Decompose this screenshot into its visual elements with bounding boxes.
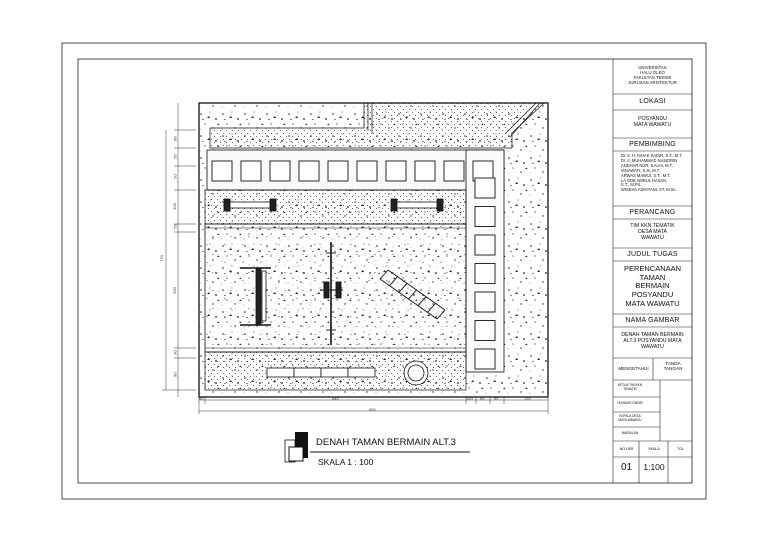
stepping-stone <box>475 321 495 341</box>
dim-bottom-3: 100 <box>466 396 473 401</box>
designer-value: TIM KKN TEMATIK DESA MATA WAWATU <box>630 223 675 241</box>
dim-left-5: 50 <box>172 224 178 229</box>
stepping-stone <box>444 161 464 181</box>
supervisor-list: Dr. Ir. H. ISHAK KADIR, S.T., M.T. Dr. Ir. MUHAMMAD NASIDRIN ANDHAR NUR, S.Kom, M.T. ISNAWATI, S.Si, M.T. ARWAS MAWIJI, S.T., M.T. LA ODE AMRUL HASAN, S.T., M.Pd. WISEHA ADHIYANI, ST, M.Sc. <box>621 154 683 193</box>
location-label: LOKASI <box>639 98 666 105</box>
stepping-stone <box>212 161 232 181</box>
approver-4: MARDILAN <box>621 431 639 435</box>
dim-left-total: 770 <box>158 255 164 262</box>
task-value: PERENCANAAN TAMAN BERMAIN POSYANDU MATA WAWATU <box>623 264 682 308</box>
stepping-stone <box>475 349 495 369</box>
dim-left-1: 80 <box>172 136 178 141</box>
approver-3: KEPALA DESA MATA WAWATU <box>618 414 642 422</box>
institution-block: UNIVERSITAS HALU OLEO FAKULTAS TEKNIK JURUSAN ARSITEKTUR <box>628 65 677 85</box>
approver-2: HUSNIAR EMDIR <box>617 401 643 405</box>
supervisor-label: PEMBIMBING <box>629 141 676 148</box>
dim-left-6: 330 <box>171 287 177 294</box>
stepping-stone <box>475 264 495 284</box>
stepping-stone <box>475 292 495 312</box>
date-label: TGL <box>677 447 684 451</box>
drawing-label: NAMA GAMBAR <box>625 317 680 324</box>
play-field <box>205 224 466 352</box>
scale-value: 1:100 <box>643 462 665 472</box>
stepping-stone <box>328 161 348 181</box>
stepping-stone <box>241 161 261 181</box>
drawing-value: DENAH TAMAN BERMAIN ALT.3 POSYANDU MATA WAWATU <box>621 332 684 350</box>
dim-bottom-total: 900 <box>369 407 376 412</box>
sheet-number: 01 <box>620 462 633 473</box>
dim-left-3: 50 <box>172 174 178 179</box>
dim-left-4: 100 <box>171 203 177 210</box>
stepping-stone <box>475 178 495 198</box>
stepping-stone <box>299 161 319 181</box>
dim-bottom-6: 120 <box>524 396 531 401</box>
dim-bottom-2: 640 <box>332 396 339 401</box>
stepping-stone <box>270 161 290 181</box>
garden-floor-plan <box>199 103 548 397</box>
location-value: POSYANDU MATA WAWATU <box>633 116 672 128</box>
dim-left-8: 80 <box>172 372 178 377</box>
scale-label: SKALA <box>648 447 660 451</box>
dim-bottom-5: 50 <box>494 396 499 401</box>
approver-1: KETUA TIM KKN TEMATIK <box>617 383 643 391</box>
stepping-stone <box>415 161 435 181</box>
sheet-number-label: NO.LBR <box>619 447 634 451</box>
dim-left-7: 30 <box>172 350 178 355</box>
designer-label: PERANCANG <box>629 209 676 216</box>
dim-left-2: 50 <box>172 154 178 159</box>
stepping-stone <box>357 161 377 181</box>
drawing-scale: SKALA 1 : 100 <box>318 457 374 467</box>
drawing-title: DENAH TAMAN BERMAIN ALT.3 <box>316 437 456 448</box>
stepping-stone <box>475 235 495 255</box>
approve-label: MENGETAHUI <box>618 366 649 371</box>
sign-label: TANDA TANGAN <box>663 361 683 372</box>
dim-bottom-4: 50 <box>480 396 485 401</box>
dim-bottom-1: 60 <box>199 396 204 401</box>
task-label: JUDUL TUGAS <box>627 251 678 258</box>
stepping-stone <box>475 207 495 227</box>
stepping-stone <box>386 161 406 181</box>
